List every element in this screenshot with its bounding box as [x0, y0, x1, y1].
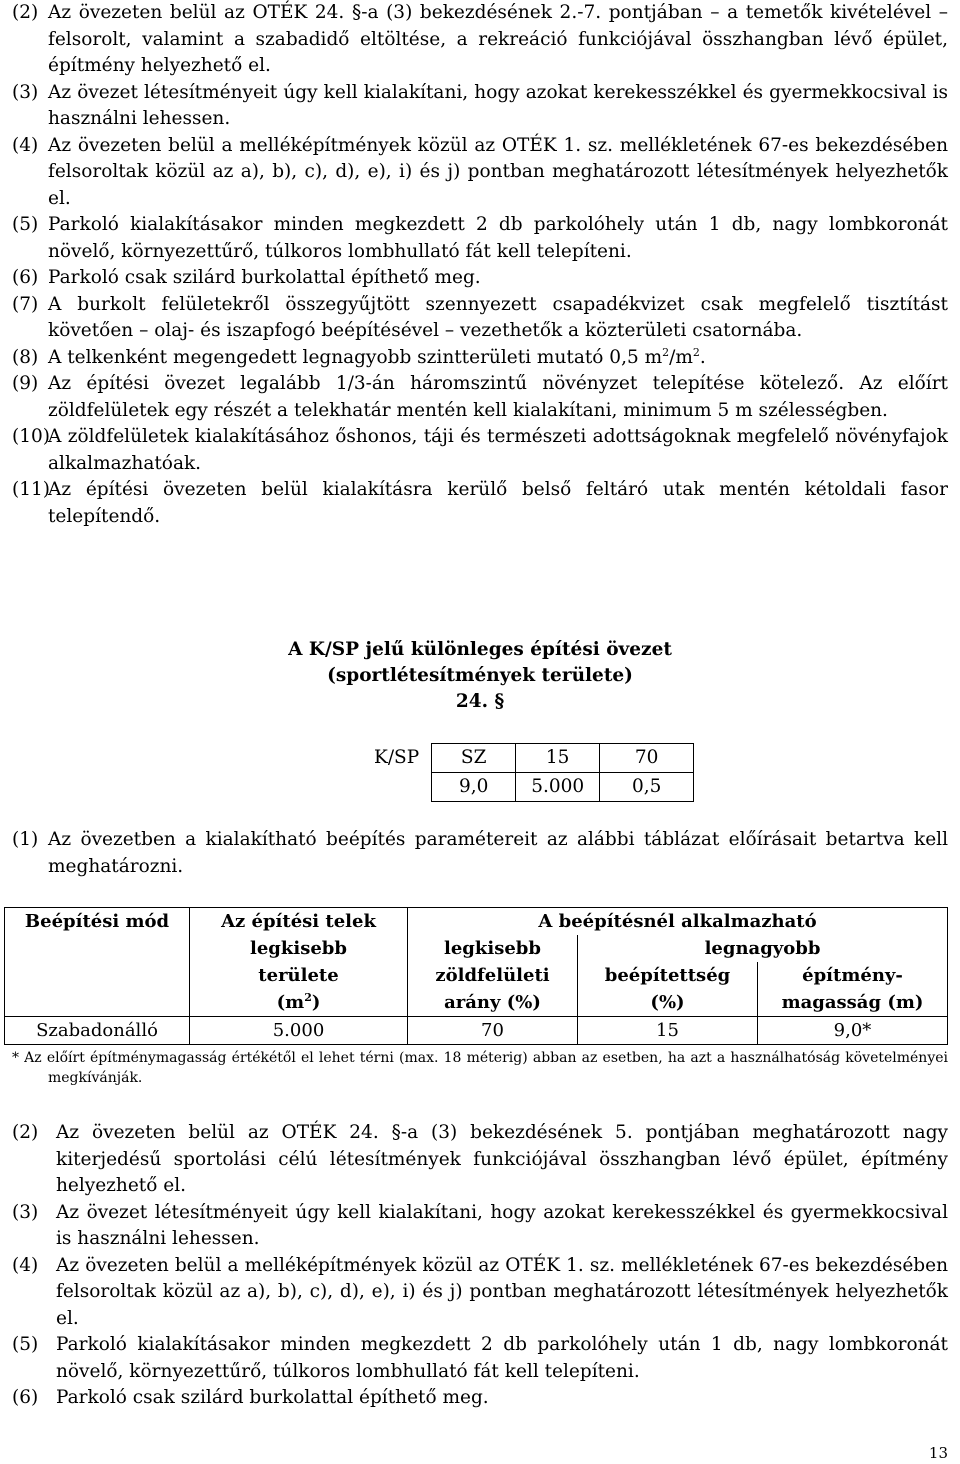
- paragraph-a5: [12, 212, 948, 265]
- paragraph-number: (4): [12, 1254, 39, 1276]
- zone-cell: 70: [600, 744, 694, 773]
- paragraph-a8: [12, 345, 948, 372]
- paragraph-number: (5): [12, 214, 39, 235]
- header-mode-empty: [5, 935, 190, 962]
- paragraph-a3: [12, 80, 948, 133]
- zone-cell: 5.000: [516, 773, 600, 802]
- table-footnote: [12, 1048, 948, 1088]
- paragraph-number: (2): [12, 2, 39, 23]
- paragraph-a6: [12, 265, 948, 292]
- paragraph-number: (9): [12, 373, 39, 394]
- paragraph-text: A telkenként megengedett legnagyobb szintterületi mutató 0,5 m: [48, 346, 663, 368]
- header-mode: Beépítési mód: [5, 908, 190, 936]
- paragraph-text-end: .: [699, 346, 706, 368]
- column-label: területe: [258, 965, 339, 986]
- paragraph-text-unit: /m: [669, 346, 693, 368]
- zone-cell: SZ: [432, 744, 516, 773]
- zone-cell: 15: [516, 744, 600, 773]
- column-label: zöldfelületi: [435, 965, 550, 986]
- subheader-min-lot: legkisebb: [190, 935, 408, 962]
- paragraph-number: (10): [12, 426, 50, 447]
- paragraph-c5: [12, 1332, 948, 1385]
- paragraph-number: (2): [12, 1122, 39, 1143]
- zone-code-empty: [374, 773, 432, 802]
- column-label: építmény-: [802, 965, 903, 986]
- paragraph-b1: [12, 827, 948, 880]
- column-unit: $(m^2)$: [276, 991, 321, 1013]
- subheader-max: legnagyobb: [578, 935, 948, 962]
- paragraph-number: (5): [12, 1334, 39, 1355]
- paragraph-number: (11): [12, 479, 50, 500]
- paragraph-text: Az övezeten belül a melléképítmények közül az OTÉK 1. sz. mellékletének 67-es bekezdésében felsoroltak közül az a), b), c), d), e), i) és j) pontban meghatározott létesítmények helyezhetők el.: [48, 134, 948, 209]
- header-lot: Az építési telek: [190, 908, 408, 936]
- zone-cell: 0,5: [600, 773, 694, 802]
- paragraph-a4: [12, 133, 948, 213]
- heading-line-3: 24. §: [455, 691, 505, 712]
- column-green-ratio: [408, 962, 578, 1017]
- paragraph-a2: [12, 0, 948, 80]
- paragraph-number: (6): [12, 1387, 39, 1408]
- paragraph-text: Parkoló csak szilárd burkolattal építhető meg.: [56, 1387, 489, 1408]
- paragraph-number: (7): [12, 293, 39, 315]
- paragraph-text: Az övezet létesítményeit úgy kell kialakítani, hogy azokat kerekesszékkel és gyermekkocsival is használni lehessen.: [48, 81, 948, 129]
- cell-mode: Szabadonálló: [5, 1017, 190, 1045]
- table-row: [5, 1017, 948, 1045]
- paragraph-text: Parkoló kialakításakor minden megkezdett 2 db parkolóhely után 1 db, nagy lombkoronát növelő, környezettűrő, túlkoros lombhullató fát kell telepíteni.: [48, 214, 948, 262]
- zone-code: K/SP: [374, 746, 420, 768]
- header-applicable: A beépítésnél alkalmazható: [408, 908, 948, 936]
- paragraph-a11: [12, 477, 948, 530]
- column-unit: (%): [650, 992, 685, 1013]
- paragraph-text: Az építési övezeten belül kialakításra kerülő belső feltáró utak mentén kétoldali fasor telepítendő.: [48, 479, 948, 527]
- cell-area: 5.000: [190, 1017, 408, 1045]
- column-label: beépítettség: [604, 965, 731, 986]
- header-mode-empty: [5, 962, 190, 1017]
- paragraph-text: Az övezeten belül a melléképítmények közül az OTÉK 1. sz. mellékletének 67-es bekezdésében felsoroltak közül az a), b), c), d), e), i) és j) pontban meghatározott létesítmények helyezhetők el.: [56, 1254, 948, 1329]
- paragraph-c6: [12, 1385, 948, 1412]
- heading-line-2: (sportlétesítmények területe): [327, 665, 633, 686]
- paragraph-text: A burkolt felületekről összegyűjtött szennyezett csapadékvizet csak megfelelő tisztítást követően – olaj- és iszapfogó beépítésével – vezethetők a közterületi csatornába.: [48, 293, 948, 341]
- paragraph-text: Az övezeten belül az OTÉK 24. §-a (3) bekezdésének 5. pontjában meghatározott nagy kiterjedésű sportolási célú létesítmények funkciójával összhangban lévő épület, építmény helyezhető el.: [56, 1122, 948, 1196]
- column-lot-area: [190, 962, 408, 1017]
- paragraph-a7: [12, 292, 948, 345]
- column-unit: magasság (m): [781, 992, 924, 1013]
- paragraph-c3: [12, 1200, 948, 1253]
- page-number: 13: [928, 1444, 948, 1462]
- zone-cell: 9,0: [432, 773, 516, 802]
- paragraph-c4: [12, 1253, 948, 1333]
- subheader-min-green: legkisebb: [408, 935, 578, 962]
- paragraph-number: (3): [12, 81, 39, 103]
- heading-line-1: A K/SP jelű különleges építési övezet: [288, 639, 672, 660]
- superscript: 2: [662, 345, 670, 359]
- footnote-text: * Az előírt építménymagasság értékétől el lehet térni (max. 18 méterig) abban az esetben, ha azt a használhatóság követelményei megkívánják.: [12, 1050, 948, 1086]
- paragraph-number: (4): [12, 134, 39, 156]
- section-a: [12, 0, 948, 530]
- paragraph-text: Az övezet létesítményeit úgy kell kialakítani, hogy azokat kerekesszékkel és gyermekkocsival is használni lehessen.: [56, 1201, 948, 1249]
- paragraph-text: Parkoló kialakításakor minden megkezdett 2 db parkolóhely után 1 db, nagy lombkoronát növelő, környezettűrő, túlkoros lombhullató fát kell telepíteni.: [56, 1334, 948, 1382]
- paragraph-text: Az övezeten belül az OTÉK 24. §-a (3) bekezdésének 2.-7. pontjában – a temetők kivételével – felsorolt, valamint a szabadidő eltöltése, a rekreáció funkciójával összhangban lévő épület, építmény helyezhető el.: [48, 2, 948, 76]
- paragraph-text: Az övezetben a kialakítható beépítés paramétereit az alábbi táblázat előírásait betartva kell meghatározni.: [48, 829, 948, 877]
- paragraph-number: (6): [12, 267, 39, 288]
- parameters-table: [4, 907, 948, 1045]
- column-built-ratio: [578, 962, 758, 1017]
- column-unit: arány (%): [444, 992, 541, 1013]
- paragraph-number: (1): [12, 829, 39, 850]
- paragraph-number: (8): [12, 346, 39, 368]
- paragraph-text: Parkoló csak szilárd burkolattal építhető meg.: [48, 267, 481, 288]
- column-building-height: [758, 962, 948, 1017]
- paragraph-c2: [12, 1120, 948, 1200]
- paragraph-a9: [12, 371, 948, 424]
- paragraph-text: A zöldfelületek kialakításához őshonos, táji és természeti adottságoknak megfelelő növényfajok alkalmazhatóak.: [48, 426, 948, 474]
- paragraph-text: Az építési övezet legalább 1/3-án háromszintű növényzet telepítése kötelező. Az előírt zöldfelületek egy részét a telekhatár mentén kell kialakítani, minimum 5 m szélességben.: [48, 373, 948, 421]
- paragraph-a10: [12, 424, 948, 477]
- zone-heading: [12, 637, 948, 715]
- superscript: 2: [692, 345, 700, 359]
- zone-parameter-box: [374, 743, 694, 802]
- cell-built: 15: [578, 1017, 758, 1045]
- paragraph-number: (3): [12, 1201, 39, 1223]
- cell-green: 70: [408, 1017, 578, 1045]
- cell-height: 9,0*: [758, 1017, 948, 1045]
- section-c: [12, 1120, 948, 1412]
